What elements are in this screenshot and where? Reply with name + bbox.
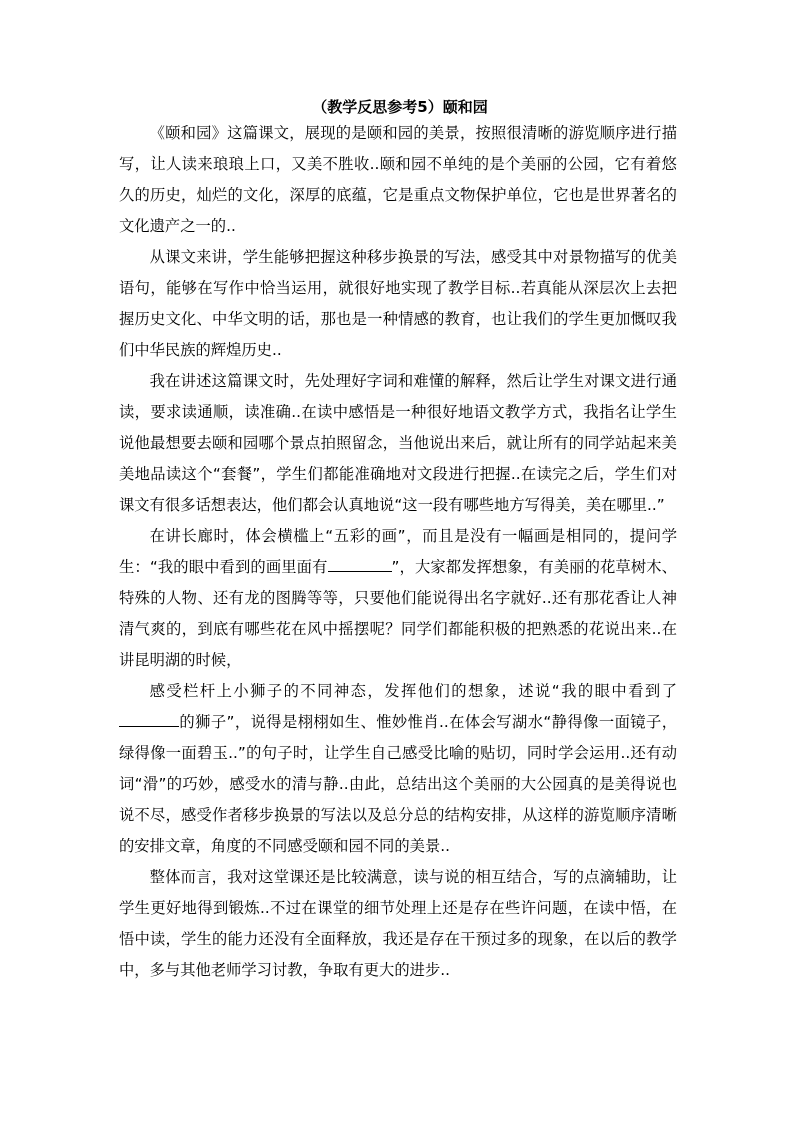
- text-line: 学生们对课文有很多话想表达，他们都会认真地说“这一段有哪些地方写得美，: [119, 465, 677, 514]
- text-line: 美在哪里..”: [585, 496, 665, 514]
- text-line: 著名的文化遗产之一的..: [119, 186, 677, 235]
- document-title: （教学反思参考5）颐和园: [312, 98, 488, 116]
- fill-in-blank: [328, 555, 392, 572]
- text-line: 通读，要求读通顺，读准确..在读中感悟是一种很好地语文教学方式，我指名让: [119, 372, 677, 421]
- text-line: 得说也说不尽，感受作者移步换景的写法以及总分总的结构安排，从这样的游览: [119, 775, 677, 824]
- text-line: 的狮子”，说得是栩栩如生、惟妙惟肖..在体会写湖水“静得像一面镜子，: [179, 713, 677, 731]
- text-line: 让学生更好地得到锻炼..不过在课堂的细节处理上还是存在些许问题，在读中悟，: [119, 868, 677, 917]
- text-line: 在悟中读，学生的能力还没有全面释放，我还是存在干预过多的现象，在以后的: [119, 899, 677, 948]
- text-line: ”，大家都发挥想象，有美丽的花草: [391, 558, 631, 576]
- text-line: 《颐和园》这篇课文，展现的是颐和园的美景，按照很清晰的游览顺序进行: [149, 124, 662, 142]
- text-line: 树木、特殊的人物、还有龙的图腾等等，只要他们能说得出名字就好..还有那花: [119, 558, 677, 607]
- text-line: 教学中，多与其他老师学习讨教，争取有更大的进步..: [119, 930, 677, 979]
- paragraph-reading: [119, 366, 677, 521]
- text-line: 描写，让人读来琅琅上口，又美不胜收..颐和园不单纯的是个美丽的公园，它有: [119, 124, 677, 173]
- text-line: 学生说他最想要去颐和园哪个景点拍照留念，当他说出来后，就让所有的同学站: [119, 403, 677, 452]
- text-line: 从课文来讲，学生能够把握这种移步换景的写法，感受其中对景物描写的优: [149, 248, 662, 266]
- text-line: 说出来..在讲昆明湖的时候，: [119, 620, 677, 669]
- text-line: 起来美美地品读这个“套餐”，学生们都能准确地对文段进行把握..在读完之后，: [119, 434, 677, 483]
- text-line: 去把握历史文化、中华文明的话，那也是一种情感的教育，也让我们的学生更加: [119, 279, 677, 328]
- text-line: 我在讲述这篇课文时，先处理好字词和难懂的解释，然后让学生对课文进行: [149, 372, 662, 390]
- text-line: 香让人神清气爽的，到底有哪些花在风中摇摆呢？同学们都能积极的把熟悉的花: [119, 589, 677, 638]
- paragraph-intro: [119, 118, 677, 242]
- paragraph-summary: [119, 862, 677, 986]
- text-line: 着悠久的历史，灿烂的文化，深厚的底蕴，它是重点文物保护单位，它也是世界: [119, 155, 677, 204]
- paragraph-goal: [119, 242, 677, 366]
- paragraph-corridor: [119, 521, 677, 676]
- text-line: 学生：“我的眼中看到的画里面有: [119, 527, 677, 576]
- document-body: [119, 118, 677, 986]
- text-line: 顺序清晰的安排文章，角度的不同感受颐和园不同的美景..: [119, 806, 677, 855]
- text-line: 整体而言，我对这堂课还是比较满意，读与说的相互结合，写的点滴辅助，: [149, 868, 662, 886]
- text-line: 感受栏杆上小狮子的不同神态，发挥他们的想象，述说“我的眼中看到了: [149, 682, 677, 700]
- text-line: 慨叹我们中华民族的辉煌历史..: [119, 310, 677, 359]
- fill-in-blank: [119, 710, 179, 727]
- paragraph-lions: [119, 676, 677, 862]
- text-line: 绿得像一面碧玉..”的句子时，让学生自己感受比喻的贴切，同时学会运用..还有: [119, 744, 662, 762]
- text-line: 在讲长廊时，体会横槛上“五彩的画”，而且是没有一幅画是相同的，提问: [149, 527, 662, 545]
- text-line: 动词“滑”的巧妙，感受水的清与静..由此，总结出这个美丽的大公园真的是美: [119, 744, 677, 793]
- text-line: 美语句，能够在写作中恰当运用，就很好地实现了教学目标..若真能从深层次上: [119, 248, 677, 297]
